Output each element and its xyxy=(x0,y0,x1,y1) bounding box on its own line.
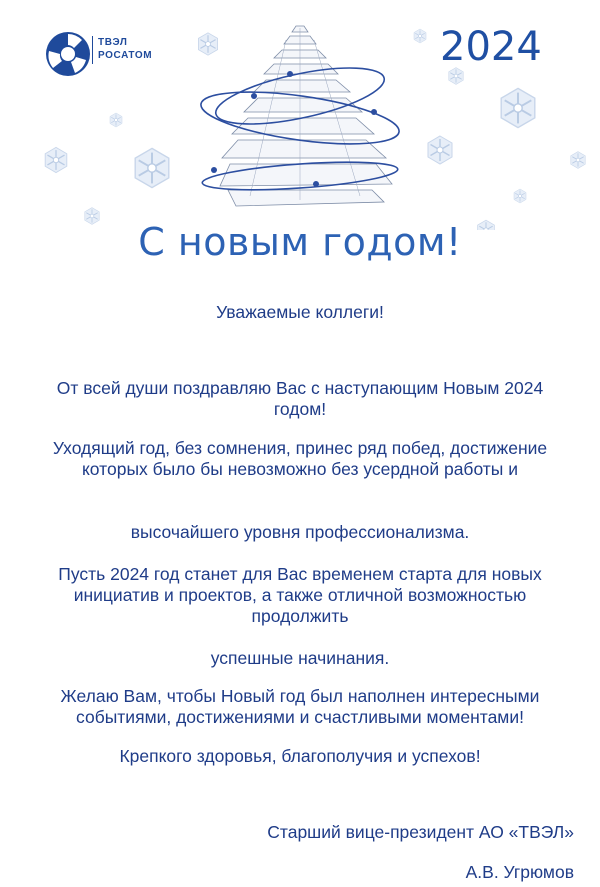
paragraph-6: Желаю Вам, чтобы Новый год был наполнен интересными событиями, достижениями и счастливыми моментами! xyxy=(60,686,540,727)
year-label: 2024 xyxy=(440,24,542,70)
logo-divider xyxy=(92,36,93,64)
headline: С новым годом! xyxy=(138,220,462,264)
logo-line-2: РОСАТОМ xyxy=(98,50,153,61)
logo-line-1: ТВЭЛ xyxy=(98,37,128,48)
paragraph-4: Пусть 2024 год станет для Вас временем старта для новых инициатив и проектов, а также отличной возможностью продолжить xyxy=(58,564,542,626)
tree-layers xyxy=(220,26,392,206)
signature-name: А.В. Угрюмов xyxy=(465,862,574,882)
greeting: Уважаемые коллеги! xyxy=(216,302,384,322)
paragraph-5: успешные начинания. xyxy=(210,648,390,668)
paragraph-1: От всей души поздравляю Вас с наступающим Новым 2024 годом! xyxy=(56,378,544,419)
paragraph-2: Уходящий год, без сомнения, принес ряд побед, достижение которых было бы невозможно без усердной работы и xyxy=(52,438,548,479)
logo-text xyxy=(98,36,152,62)
signature-title: Старший вице-президент АО «ТВЭЛ» xyxy=(267,822,574,842)
paragraph-3: высочайшего уровня профессионализма. xyxy=(130,522,470,542)
paragraph-7: Крепкого здоровья, благополучия и успехов! xyxy=(119,746,481,766)
